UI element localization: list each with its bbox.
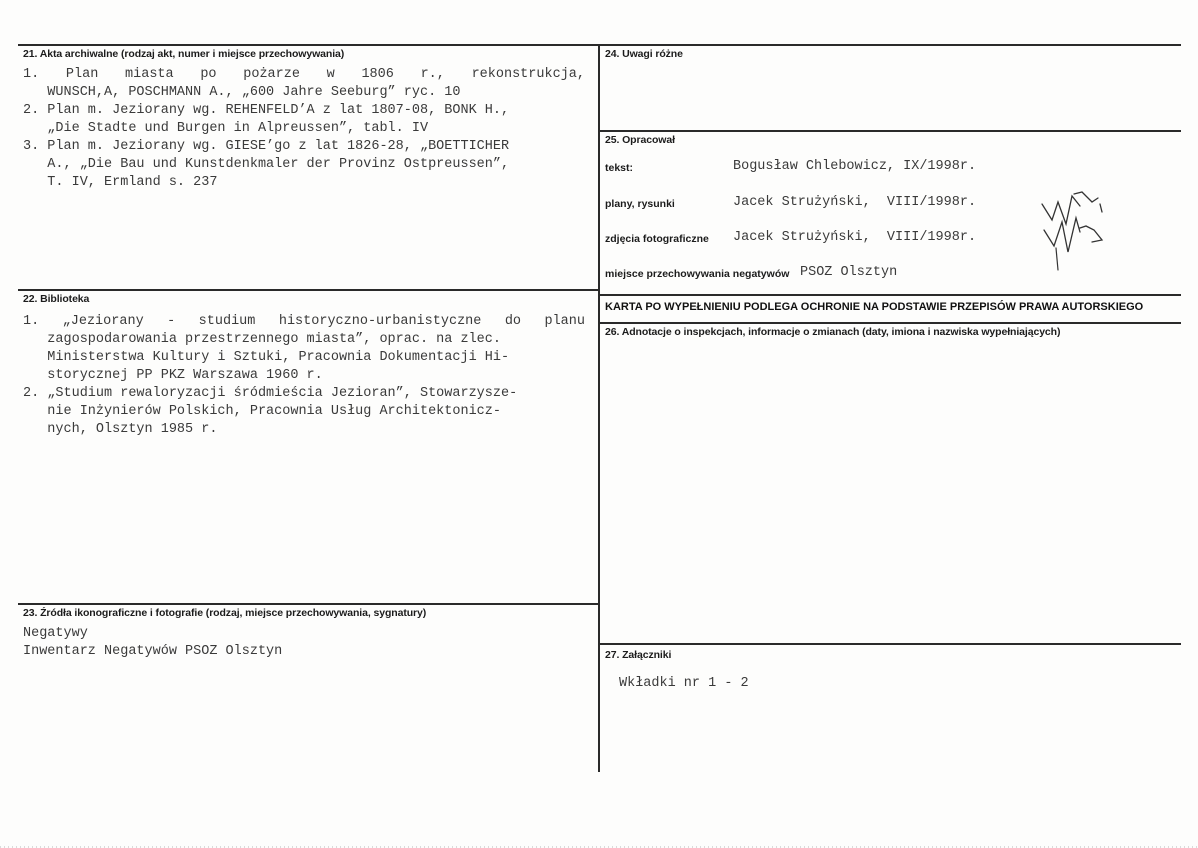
- rule-25: [599, 130, 1181, 132]
- section-21-content: [23, 66, 585, 192]
- author-photos-label: zdjęcia fotograficzne: [605, 233, 709, 245]
- bibliography-line: zagospodarowania przestrzennego miasta”, oprac. na zlec.: [23, 332, 501, 347]
- section-24-label: 24. Uwagi różne: [605, 48, 683, 60]
- author-text-label: tekst:: [605, 162, 634, 174]
- bibliography-line: 1. „Jeziorany - studium historyczno-urbanistyczne do planu: [23, 314, 585, 329]
- scan-edge-texture: [0, 838, 1198, 848]
- column-divider: [598, 44, 600, 772]
- section-23-label: 23. Źródła ikonograficzne i fotografie (rodzaj, miejsce przechowywania, sygnatury): [23, 607, 427, 619]
- negatives-location-value: PSOZ Olsztyn: [800, 265, 898, 280]
- section-26-label: 26. Adnotacje o inspekcjach, informacje o zmianach (daty, imiona i nazwiska wypełniających): [605, 326, 1061, 338]
- section-22-label: 22. Biblioteka: [23, 293, 90, 305]
- section-22-content: [23, 313, 585, 439]
- archive-line: T. IV, Ermland s. 237: [23, 175, 218, 190]
- archive-line: „Die Stadte und Burgen in Alpreussen”, tabl. IV: [23, 121, 429, 136]
- rule-26: [599, 322, 1181, 324]
- bibliography-line: 2. „Studium rewaloryzacji śródmieścia Jezioran”, Stowarzysze-: [23, 386, 518, 401]
- section-21-label: 21. Akta archiwalne (rodzaj akt, numer i miejsce przechowywania): [23, 48, 345, 60]
- archive-line: 1. Plan miasta po pożarze w 1806 r., rekonstrukcja,: [23, 67, 585, 82]
- section-25-label: 25. Opracował: [605, 134, 675, 146]
- author-text-value: Bogusław Chlebowicz, IX/1998r.: [733, 159, 977, 174]
- rule-23: [18, 603, 599, 605]
- bibliography-line: nych, Olsztyn 1985 r.: [23, 422, 218, 437]
- section-27-label: 27. Załączniki: [605, 649, 672, 661]
- iconography-line: Negatywy: [23, 626, 88, 641]
- iconography-line: Inwentarz Negatywów PSOZ Olsztyn: [23, 644, 283, 659]
- section-23-content: [23, 625, 282, 661]
- copyright-notice: KARTA PO WYPEŁNIENIU PODLEGA OCHRONIE NA PODSTAWIE PRZEPISÓW PRAWA AUTORSKIEGO: [605, 301, 1144, 313]
- rule-22: [18, 289, 599, 291]
- author-plans-label: plany, rysunki: [605, 198, 675, 210]
- attachments-value: Wkładki nr 1 - 2: [619, 676, 749, 691]
- archive-line: 3. Plan m. Jeziorany wg. GIESE’go z lat 1826-28, „BOETTICHER: [23, 139, 510, 154]
- archive-line: 2. Plan m. Jeziorany wg. REHENFELD’A z lat 1807-08, BONK H.,: [23, 103, 510, 118]
- bibliography-line: Ministerstwa Kultury i Sztuki, Pracownia Dokumentacji Hi-: [23, 350, 510, 365]
- author-plans-value: Jacek Strużyński, VIII/1998r.: [733, 195, 977, 210]
- negatives-location-label: miejsce przechowywania negatywów: [605, 268, 790, 280]
- author-photos-value: Jacek Strużyński, VIII/1998r.: [733, 230, 977, 245]
- archive-line: WUNSCH,A, POSCHMANN A., „600 Jahre Seeburg” ryc. 10: [23, 85, 461, 100]
- bibliography-line: nie Inżynierów Polskich, Pracownia Usług Architektonicz-: [23, 404, 501, 419]
- rule-27: [599, 643, 1181, 645]
- rule-copyright-top: [599, 294, 1181, 296]
- bibliography-line: storycznej PP PKZ Warszawa 1960 r.: [23, 368, 323, 383]
- handwritten-signature: [1036, 188, 1108, 274]
- archive-line: A., „Die Bau und Kunstdenkmaler der Provinz Ostpreussen”,: [23, 157, 510, 172]
